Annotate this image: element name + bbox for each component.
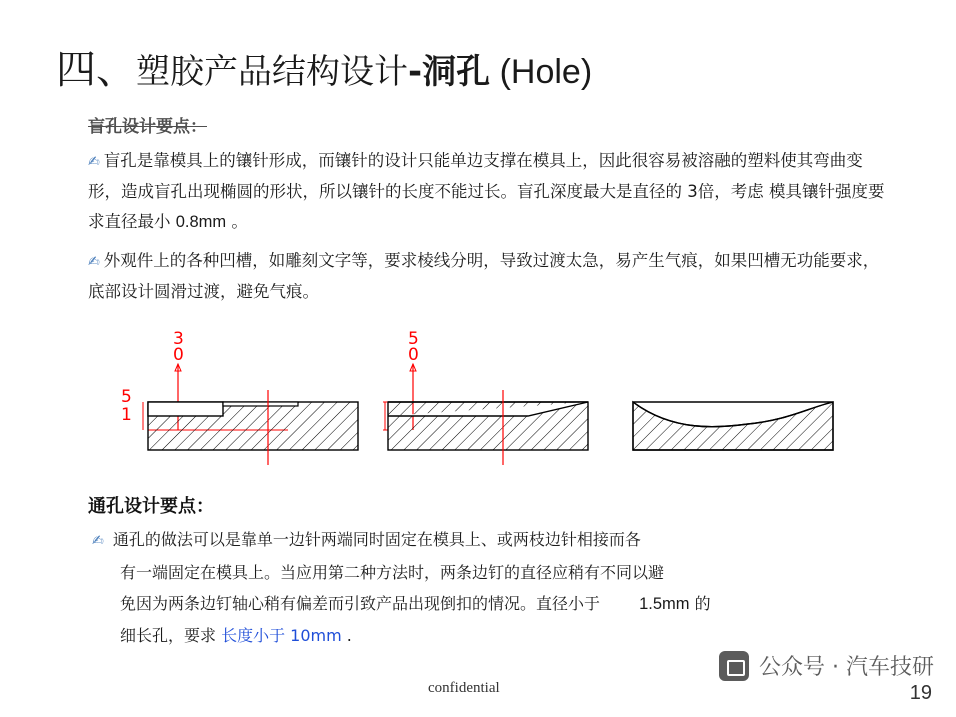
pen-icon: ✍: [88, 254, 100, 270]
title-topic: -洞孔: [408, 52, 491, 92]
svg-text:5: 5: [121, 387, 132, 407]
blind-hole-paragraph-tail: 。: [226, 212, 248, 231]
blind-hole-paragraph: [88, 146, 888, 237]
svg-text:5: 5: [408, 329, 419, 349]
watermark: [719, 650, 934, 681]
drawing-svg: [88, 320, 878, 480]
confidential-label: confidential: [428, 680, 500, 696]
pen-icon: ✍: [92, 533, 104, 549]
through-hole-line-3: 免因为两条边钉轴心稍有偏差而引致产品出现倒扣的情况。直径小于: [120, 594, 601, 613]
diameter-limit-value: 1.5mm: [639, 595, 690, 613]
through-hole-line-4-prefix: 细长孔，要求: [120, 626, 222, 645]
title-main: 塑胶产品结构设计: [136, 52, 408, 92]
svg-text:0: 0: [173, 345, 184, 365]
svg-text:1: 1: [121, 405, 132, 425]
svg-text:0: 0: [408, 345, 419, 365]
blind-hole-heading: 盲孔设计要点：: [88, 117, 207, 137]
through-hole-paragraph: [92, 524, 882, 651]
page-number: 19: [909, 682, 932, 704]
through-hole-line-1: 通孔的做法可以是靠单一边针两端同时固定在模具上、或两枝边针相接而各: [112, 530, 641, 549]
title-number: 四、: [56, 47, 136, 93]
title-english: (Hole): [490, 53, 593, 91]
pen-icon: ✍: [88, 154, 100, 170]
technical-drawing: [88, 320, 878, 480]
groove-paragraph: [88, 246, 888, 307]
length-limit-value: 长度小于 10mm: [221, 626, 342, 645]
watermark-text: 公众号 · 汽车技研: [759, 655, 934, 680]
through-hole-line-3-tail: 的: [689, 594, 711, 613]
page-title: [56, 38, 592, 95]
through-hole-line-2: 有一端固定在模具上。当应用第二种方法时，两条边钉的直径应稍有不同以避: [120, 563, 665, 582]
blind-hole-paragraph-text: 盲孔是靠模具上的镶针形成，而镶针的设计只能单边支撑在模具上，因此很容易被溶融的塑料使其弯曲变形，造成盲孔出现椭圆的形状，所以镶针的长度不能过长。盲孔深度最大是直径的 3倍，考虑 模具镶针强度要求直径最小: [88, 151, 885, 231]
groove-paragraph-text: 外观件上的各种凹槽，如雕刻文字等，要求棱线分明，导致过渡太急，易产生气痕，如果凹槽无功能要求，底部设计圆滑过渡，避免气痕。: [88, 251, 880, 301]
wechat-logo-icon: [719, 651, 749, 681]
through-hole-heading: 通孔设计要点：: [88, 496, 214, 517]
min-diameter-value: 0.8mm: [175, 213, 227, 231]
through-hole-line-4-tail: .: [341, 626, 352, 645]
svg-text:3: 3: [173, 329, 184, 349]
